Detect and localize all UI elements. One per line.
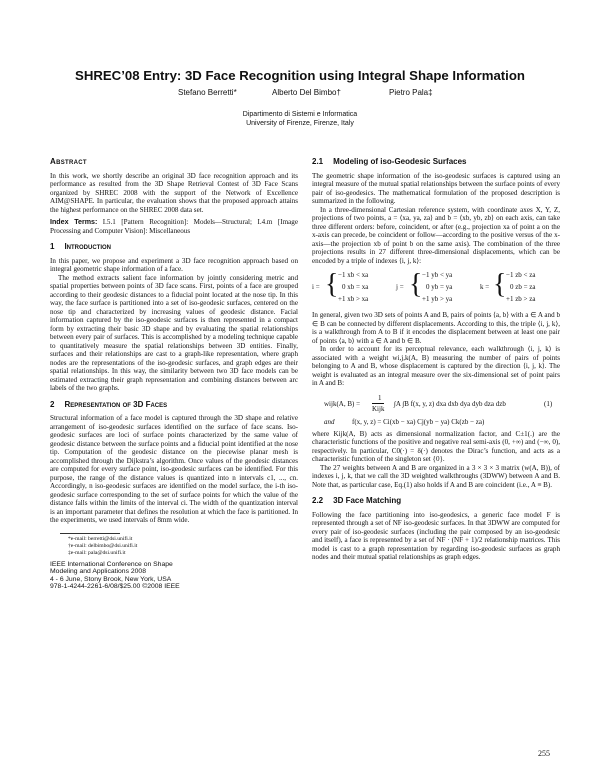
section-2-1-para-5: where Kijk(A, B) acts as dimensional normalization factor, and C±1(.) are the characteristic functions of the positive and negative real semi-axis (0, +∞) and (−∞, 0), respectively. In particular, C0(·) = δ(·) denotes the Dirac’s function, and acts as a characteristic function of the singleton set {0}. [312,429,560,463]
footnote-3: ‡e-mail: pala@dsi.unifi.it [68,549,126,556]
footnotes [50,536,298,557]
affiliation [40,110,560,128]
section-1-para-2: The method extracts salient face information by jointly considering metric and spatial properties between points of 3D face scans. First, points of a face are grouped according to their geodesic distances to a fiducial point located at the nose tip. In this way, the face surface is partitioned into a set of iso-geodesic surfaces, centered on the nose tip and characterized by increasing values of geodesic distance. Facial information captured by the iso-geodesic surfaces is then represented in a compact form by extracting their basic 3D shape and by evaluating the spatial relationships between every pair of surfaces. This is accomplished by a modeling technique capable to quantitatively measure the spatial relationships between 3D entities. Finally, surfaces and their relationships are cast to a graph-like representation, where graph nodes are the representations of the iso-geodesic surfaces, and graph edges are their spatial relationships. In this way, the similarity between two 3D face models can be estimated extracting their graph representation and combining distances between arc labels of the two graphs. [50,273,298,392]
index-terms-label: Index Terms: [50,218,98,226]
eq2-and: and [324,417,335,426]
conference-line-1: IEEE International Conference on Shape [50,560,173,568]
section-2-heading: 2 Representation of 3D Faces [50,399,168,409]
abstract-heading: Abstract [50,157,87,166]
conference-info [50,561,298,591]
section-2-1-para-6: The 27 weights between A and B are organized in a 3 × 3 × 3 matrix (w(A, B)), of indexes i, j, k, that we call the 3D weighted walkthroughs (3DWW) between A and B. Note that, as particular case, Eq.(1) also holds if A and B are coincident (i.e., A ≡ B). [312,463,560,489]
eq-k-row-1: −1 zb < za [506,271,536,279]
eq-i-row-1: −1 xb < xa [338,271,369,279]
author-3: Pietro Pala‡ [389,88,433,97]
right-column [312,158,560,562]
eq-k-label: k = [480,283,490,291]
footnote-2: †e-mail: delbimbo@dsi.unifi.it [68,542,138,549]
conference-line-2: Modeling and Applications 2008 [50,568,146,576]
eq-k-row-2: 0 zb = za [510,283,536,291]
section-2-2-heading: 2.2 3D Face Matching [312,496,402,505]
equation-1 [312,392,560,416]
eq-i-row-2: 0 xb = xa [342,283,369,291]
footnote-rule [60,533,120,534]
eq1-number: (1) [544,399,553,408]
section-2-1-para-4: In order to account for its perceptual relevance, each walkthrough ⟨i, j, k⟩ is associated with a weight wi,j,k(A, B) measuring the number of pairs of points belonging to A and B, whose displacement is captured by the direction ⟨i, j, k⟩. The weight is evaluated as an integral measure over the six-dimensional set of point pairs in A and B: [312,345,560,387]
author-2: Alberto Del Bimbo† [272,88,341,97]
eq-j-row-1: −1 yb < ya [422,271,453,279]
eq1-lhs: wijk(A, B) = [324,399,361,408]
author-1: Stefano Berretti* [178,88,237,97]
eq1-fraction-numerator: 1 [378,393,382,402]
eq2-text: f(x, y, z) = Ci(xb − xa) Cj(yb − ya) Ck(zb − za) [352,417,485,426]
conference-line-3: 4 - 6 June, Stony Brook, New York, USA [50,575,172,583]
left-column [50,158,298,591]
footnote-1: *e-mail: berretti@dsi.unifi.it [68,535,133,542]
section-2-1-para-1: The geometric shape information of the iso-geodesic surfaces is captured using an integral measure of the mutual spatial relationships between the surface points of every pair of iso-geodesics. The mathematical formulation of the proposed description is summarized in the following. [312,171,560,205]
index-terms [50,218,298,235]
eq1-fraction-denominator: Kijk [372,404,385,413]
eq-k-row-3: +1 zb > za [506,295,536,303]
page-number: 255 [538,749,550,758]
eq-j-label: j = [396,283,404,291]
affiliation-univ: University of Firenze, Firenze, Italy [246,120,354,127]
section-1-para-1: In this paper, we propose and experiment a 3D face recognition approach based on integral geometric shape information of a face. [50,256,298,273]
section-2-para-1: Structural information of a face model is captured through the 3D shape and relative arrangement of iso-geodesic surfaces identified on the surface of face scans. Iso-geodesic surfaces are loci of surface points characterized by the same value of geodesic distance between the surface points and a fiducial point identified at the nose tip. Computation of the geodesic distance on the piecewise planar mesh is accomplished through the Dijkstra’s algorithm. Once values of the geodesic distances are computed for every surface point, iso-geodesic surfaces can be identified. For this purpose, the range of the distance values is quantized into n intervals c1, ..., cn. Accordingly, n iso-geodesic surfaces are identified on the model surface, the i-th iso-geodesic surface corresponding to the set of surface points for which the value of the distance falls within the limits of the interval ci. The width of the quantization interval is an important parameter that defines the resolution at which the face is partitioned. In the experiments, we used intervals of 8mm wide. [50,414,298,524]
eq-j-row-3: +1 yb > ya [422,295,453,303]
section-2-1-para-2: In a three-dimensional Cartesian reference system, with coordinate axes X, Y, Z, projections of two points, a = ⟨xa, ya, za⟩ and b = ⟨xb, yb, zb⟩ on each axis, can take three different orders: before, coincident, or after (e.g., projection xa of point a on the x-axis can precede, be coincident or follow—according to the positive versus of the x-axis—the projection xb of point b on the same axis). The combination of the three projections results in 27 different three-dimensional displacements, which can be encoded by a triple of indexes ⟨i, j, k⟩: [312,205,560,265]
section-1-heading: 1 Introduction [50,242,112,251]
affiliation-dept: Dipartimento di Sistemi e Informatica [242,111,358,118]
index-terms-text: I.5.1 [Pattern Recognition]: Models—Structural; I.4.m [Image Processing and Computer Vision]: Miscellaneous [50,218,298,235]
section-2-1-heading: 2.1 Modeling of iso-Geodesic Surfaces [312,157,467,166]
conference-line-4: 978-1-4244-2261-6/08/$25.00 ©2008 IEEE [50,583,180,591]
section-2-2-para-1: Following the face partitioning into iso-geodesics, a generic face model F is represented through a set of NF iso-geodesic surfaces. In that 3DWW are computed for every pair of iso-geodesic surfaces (including the pair composed by an iso-geodesic and itself), a face is represented by a set of NF · (NF + 1)/2 relationship matrices. This model is cast to a graph representation by regarding iso-geodesic surfaces as graph nodes and their mutual spatial relationships as graph edges. [312,510,560,561]
paper-title: SHREC’08 Entry: 3D Face Recognition using Integral Shape Information [75,68,525,83]
eq-k-brace: { [493,269,507,300]
equation-2 [312,416,560,430]
section-2-1-para-3: In general, given two 3D sets of points A and B, pairs of points ⟨a, b⟩ with a ∈ A and b ∈ B can be connected by different displacements. According to this, the triple ⟨i, j, k⟩, is a walkthrough from A to B if it encodes the displacement between at least one pair of points ⟨a, b⟩ with a ∈ A and b ∈ B. [312,311,560,345]
index-equation [312,265,560,311]
eq-i-row-3: +1 xb > xa [338,295,369,303]
eq-j-row-2: 0 yb = ya [426,283,453,291]
eq-i-label: i = [312,283,320,291]
abstract-text: In this work, we shortly describe an original 3D face recognition approach and its performance as resulted from the 3D Shape Retrieval Contest of 3D Face Scans organized by SHREC 2008 with the support of the Network of Excellence AIM@SHAPE. In particular, the evaluation shows that the proposed approach attains the highest performance on the SHREC 2008 data set. [50,171,298,214]
eq1-rhs: ∫A ∫B f(x, y, z) dxa dxb dya dyb dza dzb [394,399,506,408]
eq-j-brace: { [409,269,423,300]
eq-i-brace: { [325,269,339,300]
